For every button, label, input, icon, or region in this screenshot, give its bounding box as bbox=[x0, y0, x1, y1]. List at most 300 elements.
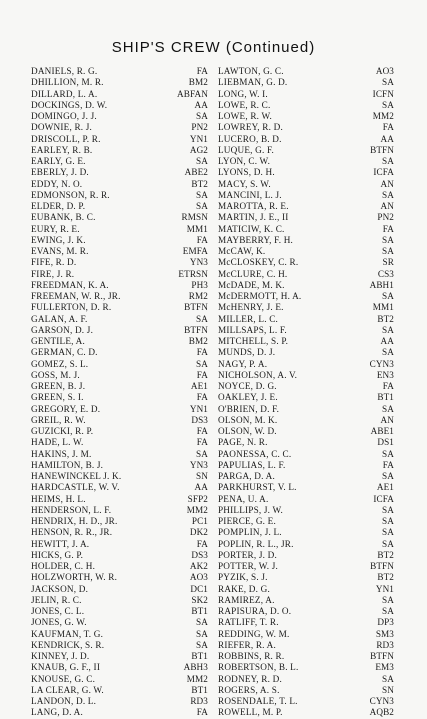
crew-entry bbox=[31, 572, 208, 583]
crew-member-name: RIEFER, R. A. bbox=[218, 639, 276, 650]
crew-list-right-column bbox=[218, 66, 394, 719]
crew-entry bbox=[218, 156, 394, 167]
crew-member-rate: SA bbox=[382, 291, 394, 301]
crew-member-rate: FA bbox=[382, 459, 394, 470]
crew-member-name: GERMAN, C. D. bbox=[31, 347, 98, 358]
crew-member-rate: YN1 bbox=[189, 403, 208, 414]
crew-member-name: OLSON, M. K. bbox=[218, 414, 278, 425]
crew-entry bbox=[31, 460, 208, 471]
crew-member-name: McCLURE, C. H. bbox=[218, 268, 288, 279]
crew-member-rate: SA bbox=[196, 358, 208, 369]
crew-member-rate: BTFN bbox=[370, 561, 394, 571]
crew-entry bbox=[31, 595, 208, 606]
crew-member-rate: MM1 bbox=[186, 223, 208, 234]
crew-member-rate: SK2 bbox=[191, 594, 208, 605]
crew-member-rate: YN3 bbox=[189, 257, 208, 268]
crew-member-name: HARDCASTLE, W. V. bbox=[31, 482, 120, 493]
crew-entry bbox=[31, 392, 208, 403]
crew-member-name: MARTIN, J. E., II bbox=[218, 212, 289, 223]
crew-member-name: MACY, S. W. bbox=[218, 178, 271, 189]
crew-entry bbox=[31, 212, 208, 223]
crew-member-name: MAROTTA, R. E. bbox=[218, 201, 289, 211]
crew-member-name: POMPLIN, J. L. bbox=[218, 527, 282, 538]
crew-member-rate: SA bbox=[196, 156, 208, 166]
crew-member-rate: SA bbox=[382, 189, 394, 200]
crew-member-rate: DC1 bbox=[190, 583, 208, 594]
crew-entry bbox=[31, 404, 208, 415]
crew-entry bbox=[218, 606, 394, 617]
crew-entry bbox=[218, 617, 394, 628]
crew-entry bbox=[218, 505, 394, 516]
crew-member-name: MATICIW, K. C. bbox=[218, 223, 285, 234]
crew-entry bbox=[31, 224, 208, 235]
crew-member-name: GENTILE, A. bbox=[31, 336, 85, 346]
crew-entry bbox=[31, 662, 208, 673]
crew-member-rate: ABH3 bbox=[183, 662, 208, 673]
crew-member-name: HEIMS, H. L. bbox=[31, 493, 86, 504]
crew-member-rate: SN bbox=[382, 684, 394, 695]
crew-member-name: ROWELL, M. P. bbox=[218, 707, 283, 718]
crew-member-rate: FA bbox=[196, 392, 208, 403]
crew-member-rate: FA bbox=[382, 223, 394, 234]
crew-entry bbox=[31, 156, 208, 167]
crew-entry bbox=[31, 505, 208, 516]
crew-member-name: ROBBINS, R. R. bbox=[218, 651, 285, 661]
crew-entry bbox=[218, 77, 394, 88]
crew-member-rate: SA bbox=[382, 516, 394, 526]
crew-member-name: HENDRIX, H. D., JR. bbox=[31, 516, 118, 526]
crew-member-name: EARLEY, R. B. bbox=[31, 144, 93, 155]
crew-entry bbox=[218, 527, 394, 538]
crew-entry bbox=[31, 89, 208, 100]
crew-member-rate: SFP2 bbox=[187, 493, 208, 504]
crew-member-rate: ABE2 bbox=[184, 167, 208, 178]
crew-member-rate: FA bbox=[196, 369, 208, 380]
crew-member-rate: BT2 bbox=[377, 549, 394, 560]
crew-member-name: EVANS, M. R. bbox=[31, 246, 89, 256]
crew-member-rate: AN bbox=[380, 201, 394, 211]
crew-member-rate: AN bbox=[380, 414, 394, 425]
crew-member-rate: BT2 bbox=[377, 313, 394, 324]
crew-entry bbox=[31, 527, 208, 538]
crew-entry bbox=[218, 291, 394, 302]
crew-entry bbox=[218, 100, 394, 111]
crew-member-name: PORTER, J. D. bbox=[218, 549, 277, 560]
crew-member-rate: PN2 bbox=[191, 122, 208, 133]
crew-entry bbox=[218, 539, 394, 550]
crew-entry bbox=[218, 696, 394, 707]
crew-entry bbox=[31, 494, 208, 505]
crew-entry bbox=[218, 426, 394, 437]
crew-member-name: PIERCE, G. E. bbox=[218, 516, 276, 526]
crew-member-rate: FA bbox=[196, 437, 208, 448]
crew-entry bbox=[218, 167, 394, 178]
crew-member-name: LYON, C. W. bbox=[218, 156, 271, 166]
crew-member-rate: YN1 bbox=[375, 583, 394, 594]
crew-member-rate: SA bbox=[382, 594, 394, 605]
crew-entry bbox=[31, 66, 208, 77]
crew-entry bbox=[218, 145, 394, 156]
crew-entry bbox=[218, 561, 394, 572]
crew-member-name: RAKE, D. G. bbox=[218, 583, 270, 594]
crew-member-rate: AA bbox=[380, 133, 394, 144]
crew-member-name: JELIN, R. C. bbox=[31, 594, 82, 605]
crew-entry bbox=[31, 584, 208, 595]
crew-member-name: MANCINI, L. J. bbox=[218, 189, 282, 200]
crew-member-name: POPLIN, R. L., JR. bbox=[218, 538, 294, 549]
crew-member-name: RODNEY, R. D. bbox=[218, 673, 282, 684]
crew-entry bbox=[31, 347, 208, 358]
crew-member-name: HEWITT, J. A. bbox=[31, 538, 90, 549]
crew-member-rate: SA bbox=[196, 111, 208, 121]
crew-entry bbox=[31, 201, 208, 212]
crew-member-rate: DS3 bbox=[191, 549, 208, 560]
crew-entry bbox=[31, 235, 208, 246]
crew-member-rate: SA bbox=[382, 324, 394, 335]
crew-member-rate: PC1 bbox=[191, 516, 208, 526]
crew-entry bbox=[31, 77, 208, 88]
crew-entry bbox=[218, 66, 394, 77]
crew-member-rate: FA bbox=[196, 234, 208, 245]
crew-member-name: GOMEZ, S. L. bbox=[31, 358, 89, 369]
crew-member-rate: BTFN bbox=[370, 144, 394, 155]
crew-entry bbox=[31, 257, 208, 268]
crew-entry bbox=[218, 336, 394, 347]
crew-member-name: EDMONSON, R. R. bbox=[31, 189, 110, 200]
crew-member-rate: SA bbox=[196, 313, 208, 324]
crew-member-rate: SA bbox=[382, 156, 394, 166]
crew-member-name: PARGA, D. A. bbox=[218, 471, 275, 481]
crew-entry bbox=[218, 516, 394, 527]
crew-member-rate: CS3 bbox=[377, 268, 394, 279]
crew-entry bbox=[218, 640, 394, 651]
crew-entry bbox=[218, 212, 394, 223]
crew-entry bbox=[218, 257, 394, 268]
crew-entry bbox=[218, 246, 394, 257]
crew-member-rate: MM2 bbox=[372, 111, 394, 121]
crew-member-name: PHILLIPS, J. W. bbox=[218, 504, 284, 515]
crew-member-rate: RD3 bbox=[376, 639, 394, 650]
crew-member-name: FREEDMAN, K. A. bbox=[31, 279, 109, 290]
crew-member-name: HOLZWORTH, W. R. bbox=[31, 572, 118, 583]
crew-member-name: LIEBMAN, G. D. bbox=[218, 77, 288, 88]
crew-member-name: ROBERTSON, B. L. bbox=[218, 662, 299, 673]
crew-entry bbox=[31, 134, 208, 145]
crew-member-name: MILLSAPS, L. F. bbox=[218, 324, 287, 335]
crew-member-name: EWING, J. K. bbox=[31, 234, 86, 245]
crew-entry bbox=[31, 449, 208, 460]
crew-entry bbox=[218, 449, 394, 460]
crew-member-rate: SA bbox=[382, 234, 394, 245]
crew-entry bbox=[31, 482, 208, 493]
crew-member-name: FULLERTON, D. R. bbox=[31, 302, 112, 313]
crew-entry bbox=[218, 224, 394, 235]
crew-member-name: DOMINGO, J. J. bbox=[31, 111, 97, 121]
crew-member-name: JACKSON, D. bbox=[31, 583, 89, 594]
crew-member-name: GUZICKI, R. P. bbox=[31, 426, 94, 436]
crew-member-name: LA CLEAR, G. W. bbox=[31, 684, 104, 695]
crew-entry bbox=[31, 707, 208, 718]
crew-entry bbox=[31, 269, 208, 280]
crew-member-name: ROSENDALE, T. L. bbox=[218, 696, 298, 706]
crew-member-name: NOYCE, D. G. bbox=[218, 381, 277, 391]
crew-member-rate: SA bbox=[382, 471, 394, 481]
crew-member-name: GARSON, D. J. bbox=[31, 324, 94, 335]
crew-member-rate: ABH1 bbox=[369, 279, 394, 290]
crew-member-name: KAUFMAN, T. G. bbox=[31, 628, 104, 639]
crew-member-rate: CYN3 bbox=[369, 358, 394, 369]
crew-member-rate: PN2 bbox=[377, 212, 394, 223]
crew-entry bbox=[218, 550, 394, 561]
crew-entry bbox=[31, 550, 208, 561]
crew-entry bbox=[218, 122, 394, 133]
crew-member-rate: SA bbox=[382, 527, 394, 538]
crew-member-rate: ABFAN bbox=[177, 88, 208, 99]
crew-entry bbox=[31, 370, 208, 381]
crew-member-rate: SA bbox=[382, 538, 394, 549]
crew-entry bbox=[31, 696, 208, 707]
crew-member-rate: ICFA bbox=[373, 167, 394, 178]
crew-entry bbox=[218, 494, 394, 505]
crew-entry bbox=[218, 347, 394, 358]
crew-member-rate: AK2 bbox=[189, 561, 208, 571]
crew-member-rate: AG2 bbox=[189, 144, 208, 155]
crew-entry bbox=[218, 179, 394, 190]
page-title: SHIP'S CREW (Continued) bbox=[111, 39, 316, 56]
crew-member-rate: SA bbox=[196, 189, 208, 200]
crew-member-name: HADE, L. W. bbox=[31, 437, 84, 448]
crew-member-rate: SA bbox=[196, 628, 208, 639]
crew-entry bbox=[218, 584, 394, 595]
crew-member-name: EUBANK, B. C. bbox=[31, 212, 96, 223]
crew-list-left-column bbox=[31, 66, 208, 719]
crew-member-name: HENSON, R. R., JR. bbox=[31, 527, 113, 538]
crew-member-name: PARKHURST, V. L. bbox=[218, 482, 297, 493]
crew-member-name: DANIELS, R. G. bbox=[31, 66, 98, 76]
crew-entry bbox=[218, 381, 394, 392]
crew-entry bbox=[218, 437, 394, 448]
crew-member-name: HAKINS, J. M. bbox=[31, 448, 92, 459]
crew-member-name: NAGY, P. A. bbox=[218, 358, 268, 369]
crew-entry bbox=[218, 314, 394, 325]
crew-member-name: LONG, W. I. bbox=[218, 88, 268, 99]
crew-member-rate: RD3 bbox=[190, 696, 208, 706]
crew-entry bbox=[31, 145, 208, 156]
crew-member-name: LANG, D. A. bbox=[31, 707, 83, 718]
crew-member-name: GOSS, M. J. bbox=[31, 369, 80, 380]
crew-member-name: DOCKINGS, D. W. bbox=[31, 99, 108, 110]
crew-member-name: FIRE, J. R. bbox=[31, 268, 75, 279]
crew-entry bbox=[218, 707, 394, 718]
crew-member-rate: BT1 bbox=[377, 392, 394, 403]
crew-member-name: O'BRIEN, D. F. bbox=[218, 403, 280, 414]
crew-member-rate: AO3 bbox=[189, 572, 208, 583]
crew-member-name: HAMILTON, B. J. bbox=[31, 459, 104, 470]
crew-member-rate: RM2 bbox=[188, 291, 208, 301]
crew-member-rate: DP3 bbox=[377, 617, 394, 628]
crew-member-rate: AN bbox=[380, 178, 394, 189]
crew-member-rate: SA bbox=[196, 617, 208, 628]
crew-entry bbox=[31, 539, 208, 550]
crew-entry bbox=[31, 685, 208, 696]
crew-member-rate: FA bbox=[196, 66, 208, 76]
crew-member-name: LOWE, R. C. bbox=[218, 99, 271, 110]
crew-entry bbox=[31, 381, 208, 392]
crew-member-name: PENA, U. A. bbox=[218, 493, 269, 504]
crew-entry bbox=[218, 111, 394, 122]
crew-member-rate: DS1 bbox=[377, 437, 394, 448]
crew-member-rate: EMFA bbox=[182, 246, 208, 256]
crew-member-rate: AA bbox=[194, 99, 208, 110]
crew-member-rate: AA bbox=[194, 482, 208, 493]
crew-entry bbox=[218, 359, 394, 370]
crew-member-name: HANEWINCKEL J. K. bbox=[31, 471, 122, 481]
crew-member-rate: MM2 bbox=[186, 504, 208, 515]
crew-entry bbox=[218, 201, 394, 212]
crew-entry bbox=[31, 437, 208, 448]
crew-entry bbox=[218, 392, 394, 403]
crew-entry bbox=[31, 246, 208, 257]
crew-member-name: LOWE, R. W. bbox=[218, 111, 273, 121]
crew-member-name: McCAW, K. bbox=[218, 246, 266, 256]
crew-member-rate: ABE1 bbox=[370, 426, 394, 436]
crew-member-rate: SA bbox=[382, 606, 394, 616]
crew-member-name: ROGERS, A. S. bbox=[218, 684, 280, 695]
crew-entry bbox=[31, 111, 208, 122]
crew-entry bbox=[31, 291, 208, 302]
crew-member-rate: EM3 bbox=[375, 662, 394, 673]
crew-member-rate: ICFN bbox=[372, 88, 394, 99]
crew-entry bbox=[218, 370, 394, 381]
crew-member-name: EDDY, N. O. bbox=[31, 178, 83, 189]
crew-member-rate: MM1 bbox=[372, 302, 394, 313]
crew-member-name: EURY, R. E. bbox=[31, 223, 80, 234]
crew-member-name: PYZIK, S. J. bbox=[218, 572, 268, 583]
crew-member-name: RATLIFF, T. R. bbox=[218, 617, 279, 628]
crew-member-name: PAPULIAS, L. F. bbox=[218, 459, 286, 470]
crew-entry bbox=[31, 336, 208, 347]
crew-member-rate: PH3 bbox=[191, 279, 208, 290]
crew-member-name: OLSON, W. D. bbox=[218, 426, 277, 436]
crew-entry bbox=[31, 167, 208, 178]
crew-member-name: MITCHELL, S. P. bbox=[218, 336, 289, 346]
crew-entry bbox=[218, 134, 394, 145]
crew-member-name: McHENRY, J. E. bbox=[218, 302, 284, 313]
crew-member-rate: SA bbox=[382, 403, 394, 414]
crew-member-name: LUCERO, B. D. bbox=[218, 133, 282, 144]
crew-member-name: MAYBERRY, F. H. bbox=[218, 234, 294, 245]
crew-entry bbox=[218, 302, 394, 313]
crew-member-name: REDDING, W. M. bbox=[218, 628, 290, 639]
crew-member-rate: SA bbox=[382, 448, 394, 459]
crew-member-rate: SA bbox=[196, 201, 208, 211]
crew-member-rate: SA bbox=[382, 99, 394, 110]
crew-entry bbox=[218, 572, 394, 583]
crew-member-rate: BM2 bbox=[188, 77, 208, 88]
crew-member-rate: BTFN bbox=[184, 302, 208, 313]
crew-member-name: MILLER, L. C. bbox=[218, 313, 279, 324]
crew-member-rate: AE1 bbox=[376, 482, 394, 493]
crew-member-name: FREEMAN, W. R., JR. bbox=[31, 291, 121, 301]
crew-entry bbox=[31, 100, 208, 111]
crew-member-name: EARLY, G. E. bbox=[31, 156, 86, 166]
crew-entry bbox=[31, 651, 208, 662]
crew-member-name: DILLARD, L. A. bbox=[31, 88, 98, 99]
crew-member-name: McCLOSKEY, C. R. bbox=[218, 257, 299, 268]
crew-member-rate: AQB2 bbox=[369, 707, 394, 718]
crew-member-rate: FA bbox=[196, 426, 208, 436]
crew-member-name: EBERLY, J. D. bbox=[31, 167, 89, 178]
crew-member-name: MUNDS, D. J. bbox=[218, 347, 276, 358]
crew-member-name: LOWREY, R. D. bbox=[218, 122, 283, 133]
crew-entry bbox=[31, 190, 208, 201]
crew-member-name: McDADE, M. K. bbox=[218, 279, 285, 290]
crew-entry bbox=[218, 651, 394, 662]
crew-member-name: POTTER, W. J. bbox=[218, 561, 279, 571]
crew-member-rate: DS3 bbox=[191, 414, 208, 425]
crew-member-rate: SA bbox=[382, 673, 394, 684]
crew-member-rate: FA bbox=[196, 707, 208, 718]
crew-member-name: HENDERSON, L. F. bbox=[31, 504, 112, 515]
crew-entry bbox=[31, 606, 208, 617]
crew-entry bbox=[31, 561, 208, 572]
crew-member-rate: SA bbox=[382, 504, 394, 515]
crew-member-rate: SM3 bbox=[375, 628, 394, 639]
crew-member-rate: YN3 bbox=[189, 459, 208, 470]
crew-member-rate: ICFA bbox=[373, 493, 394, 504]
crew-member-rate: EN3 bbox=[376, 369, 394, 380]
crew-member-name: DOWNIE, R. J. bbox=[31, 122, 93, 133]
crew-member-name: FIFE, R. D. bbox=[31, 257, 77, 268]
crew-member-name: LUQUE, G. F. bbox=[218, 144, 275, 155]
crew-entry bbox=[218, 482, 394, 493]
crew-member-name: HOLDER, C. H. bbox=[31, 561, 96, 571]
crew-member-rate: RMSN bbox=[181, 212, 208, 223]
crew-entry bbox=[218, 460, 394, 471]
crew-member-rate: BTFN bbox=[184, 324, 208, 335]
crew-entry bbox=[218, 269, 394, 280]
crew-member-name: NICHOLSON, A. V. bbox=[218, 369, 298, 380]
crew-entry bbox=[218, 471, 394, 482]
crew-member-rate: YN1 bbox=[189, 133, 208, 144]
crew-entry bbox=[31, 415, 208, 426]
crew-entry bbox=[31, 325, 208, 336]
crew-member-name: PAGE, N. R. bbox=[218, 437, 268, 448]
crew-member-rate: BTFN bbox=[370, 651, 394, 661]
crew-member-name: LAWTON, G. C. bbox=[218, 66, 284, 76]
crew-member-name: KINNEY, J. D. bbox=[31, 651, 90, 661]
crew-member-rate: CYN3 bbox=[369, 696, 394, 706]
crew-entry bbox=[31, 629, 208, 640]
crew-member-name: DRISCOLL, P. R. bbox=[31, 133, 101, 144]
crew-entry bbox=[218, 415, 394, 426]
crew-member-name: PAONESSA, C. C. bbox=[218, 448, 292, 459]
crew-entry bbox=[31, 471, 208, 482]
crew-member-name: ELDER, D. P. bbox=[31, 201, 86, 211]
crew-member-name: HICKS, G. P. bbox=[31, 549, 84, 560]
crew-member-rate: BT2 bbox=[377, 572, 394, 583]
crew-entry bbox=[218, 89, 394, 100]
crew-entry bbox=[218, 595, 394, 606]
crew-member-name: GREIL, R. W. bbox=[31, 414, 86, 425]
crew-member-name: RAPISURA, D. O. bbox=[218, 606, 292, 616]
crew-member-name: JONES, C. L. bbox=[31, 606, 85, 616]
crew-member-rate: SA bbox=[382, 347, 394, 358]
crew-member-rate: SA bbox=[382, 246, 394, 256]
crew-entry bbox=[31, 314, 208, 325]
crew-member-rate: ETRSN bbox=[178, 268, 208, 279]
crew-member-name: RAMIREZ, A. bbox=[218, 594, 275, 605]
